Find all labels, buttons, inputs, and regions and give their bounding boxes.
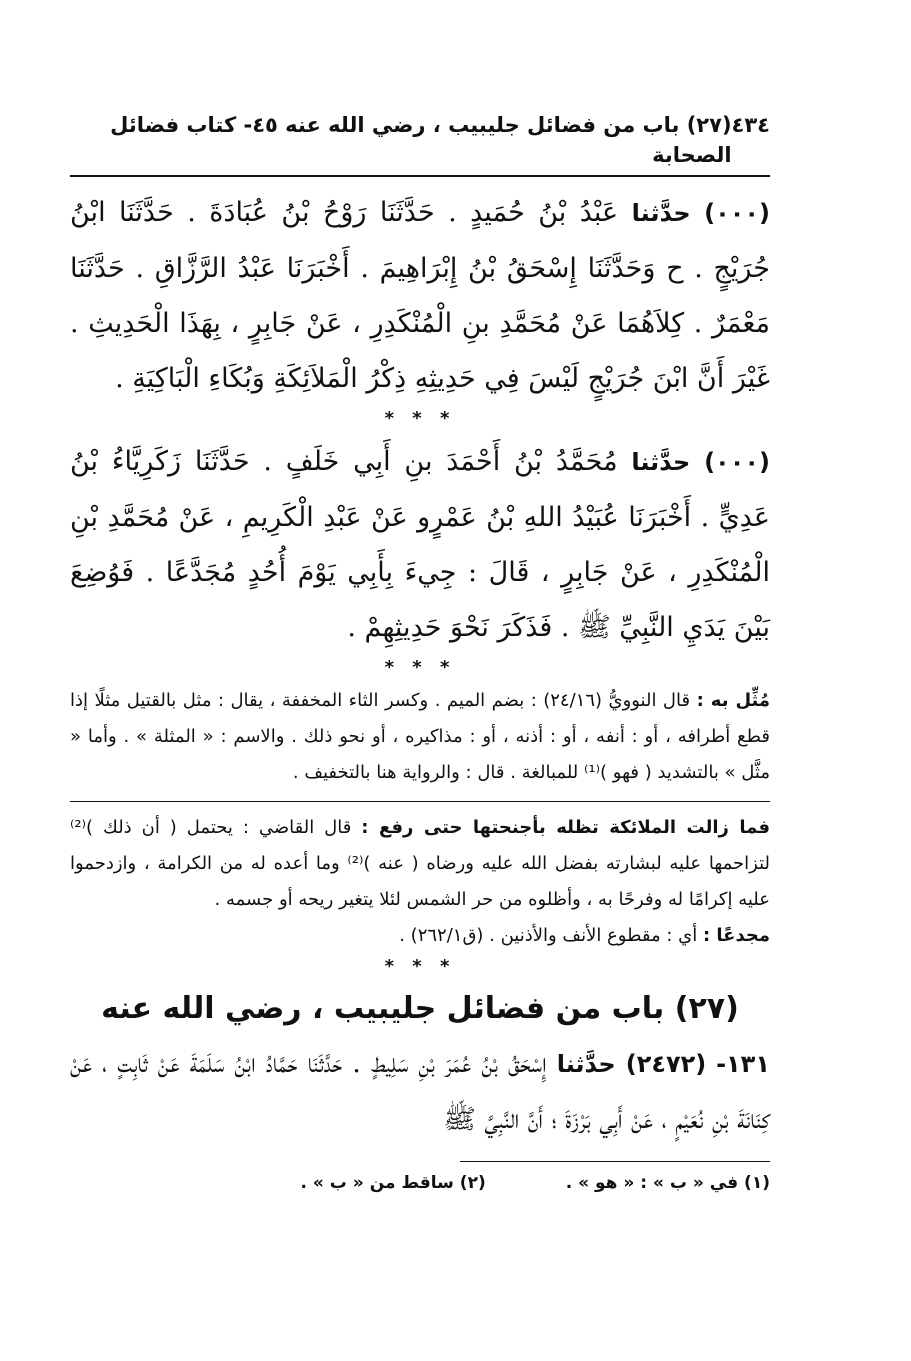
hadith-paragraph bbox=[70, 1036, 770, 1147]
hadith-lead: حدَّثنا bbox=[556, 1050, 616, 1078]
commentary-note bbox=[70, 918, 770, 954]
footnote: (١) في « ب » : « هو » . bbox=[565, 1173, 770, 1193]
commentary-term: مجدعًا : bbox=[702, 925, 770, 946]
commentary-note bbox=[70, 810, 770, 918]
hadith-paragraph bbox=[70, 185, 770, 406]
running-head-rule bbox=[70, 175, 770, 177]
hadith-paragraph bbox=[70, 434, 770, 655]
section-separator: * * * bbox=[384, 956, 456, 977]
commentary-text: قال النوويُّ (٢٤/١٦) : بضم الميم . وكسر الثاء المخففة ، يقال : مثل بالقتيل مثلًا إذا قطع أطرافه ، أو : أنفه ، أو : أذنه ، أو : مذاكيره ، أو نحو ذلك . والاسم : « المثلة » . وأما « مثَّل » بالتشديد ( فهو )⁽¹⁾ للمبالغة . قال : والرواية هنا بالتخفيف . bbox=[70, 690, 770, 783]
commentary-text: أي : مقطوع الأنف والأذنين . (ق٢٦٢/١) . bbox=[399, 925, 698, 946]
chapter-title: (٢٧) باب من فضائل جليبيب ، رضي الله عنه bbox=[101, 991, 739, 1026]
commentary-term: مُثِّل به : bbox=[696, 690, 771, 711]
commentary-note bbox=[70, 683, 770, 791]
footnote-rule bbox=[460, 1161, 770, 1162]
hadith-number: ١٣١- (٢٤٧٢) bbox=[625, 1050, 770, 1078]
hadith-number: (٠٠٠) bbox=[704, 448, 770, 476]
section-separator: * * * bbox=[384, 657, 456, 678]
hadith-text: إِسْحَقُ بْنُ عُمَرَ بْنِ سَلِيطٍ . حَدَّثَنَا حَمَّادُ ابْنُ سَلَمَةَ عَنْ ثَابِتٍ ، عَنْ كِنَانَةَ بْنِ نُعَيْمٍ ، عَنْ أَبِي بَرْزَةَ ؛ أَنَّ النَّبِيَّ ﷺ bbox=[70, 1048, 770, 1135]
hadith-text: مُحَمَّدُ بْنُ أَحْمَدَ بنِ أَبِي خَلَفٍ . حَدَّثَنَا زَكَرِيَّاءُ بْنُ عَدِيٍّ . أَخْبَرَنَا عُبَيْدُ اللهِ بْنُ عَمْرٍو عَنْ عَبْدِ الْكَرِيمِ ، عَنْ مُحَمَّدِ بْنِ الْمُنْكَدِرِ ، عَنْ جَابِرٍ ، قَالَ : جِيءَ بِأَبِي يَوْمَ أُحُدٍ مُجَدَّعًا . فَوُضِعَ بَيْنَ يَدَيِ النَّبِيِّ ﷺ . فَذَكَرَ نَحْوَ حَدِيثِهِمْ . bbox=[70, 446, 770, 643]
running-head-page-number: ٤٣٤ bbox=[731, 113, 770, 137]
commentary-term: فما زالت الملائكة تظله بأجنحتها حتى رفع : bbox=[361, 817, 770, 838]
running-head-title: (٢٧) باب من فضائل جليبيب ، رضي الله عنه ٤٥- كتاب فضائل الصحابة bbox=[110, 113, 732, 167]
commentary-divider bbox=[70, 801, 770, 802]
hadith-text: عَبْدُ بْنُ حُمَيدٍ . حَدَّثَنَا رَوْحُ بْنُ عُبَادَةَ . حَدَّثَنَا ابْنُ جُرَيْجٍ . ح وَحَدَّثَنَا إِسْحَقُ بْنُ إِبْرَاهِيمَ . أَخْبَرَنَا عَبْدُ الرَّزَّاقِ . حَدَّثَنَا مَعْمَرٌ . كِلاَهُمَا عَنْ مُحَمَّدِ بنِ الْمُنْكَدِرِ ، عَنْ جَابِرٍ ، بِهَذَا الْحَدِيثِ . غَيْرَ أَنَّ ابْنَ جُرَيْجٍ لَيْسَ فِي حَدِيثِهِ ذِكْرُ الْمَلاَئِكَةِ وَبُكَاءِ الْبَاكِيَةِ . bbox=[70, 197, 770, 394]
section-separator: * * * bbox=[384, 408, 456, 429]
running-head bbox=[70, 110, 770, 173]
hadith-lead: حدَّثنا bbox=[631, 199, 691, 227]
book-page bbox=[70, 110, 770, 1310]
footnotes bbox=[70, 1170, 770, 1196]
hadith-number: (٠٠٠) bbox=[704, 199, 770, 227]
footnote: (٢) ساقط من « ب » . bbox=[300, 1173, 486, 1193]
commentary-text: قال القاضي : يحتمل ( أن ذلك )⁽²⁾ لتزاحمها عليه لبشارته بفضل الله عليه ورضاه ( عنه )⁽²⁾ وما أعده له من الكرامة ، وازدحموا عليه إكرامًا له وفرحًا به ، وأظلوه من حر الشمس لئلا يتغير ريحه أو جسمه . bbox=[70, 817, 770, 910]
hadith-lead: حدَّثنا bbox=[631, 448, 691, 476]
